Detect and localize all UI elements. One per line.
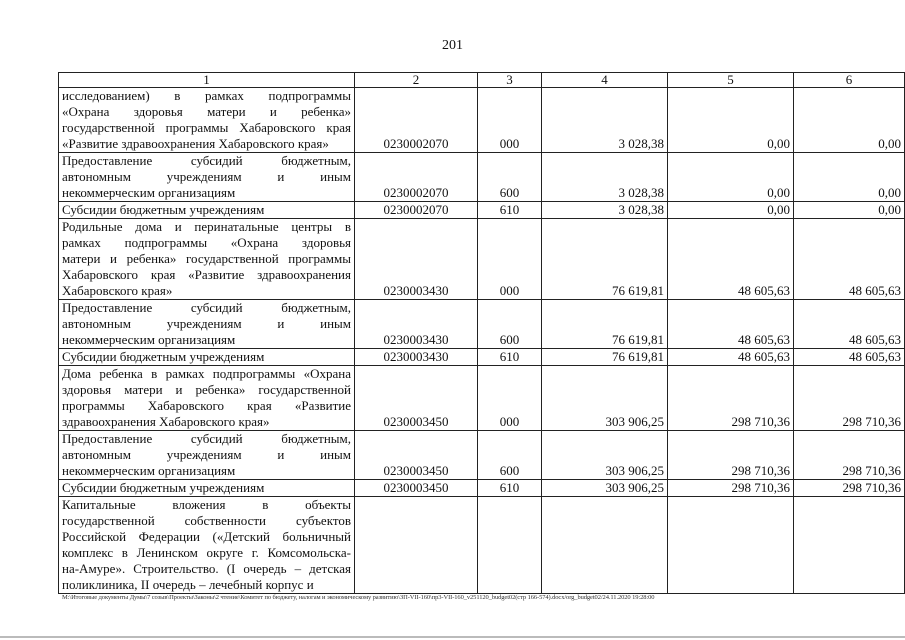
row-name-line: Предоставление субсидий бюджетным, (62, 153, 351, 168)
row-name-line: Российской Федерации («Детский больничный (62, 529, 351, 544)
table-row (59, 497, 905, 594)
row-value-2021-cell: 298 710,36 (668, 431, 794, 480)
row-name-line: некоммерческим организациям (62, 332, 236, 347)
header-cell: 3 (478, 73, 542, 88)
page-number: 201 (442, 38, 463, 53)
row-name-line: здоровья матери и ребенка» государственной (62, 382, 351, 397)
row-name-line: Субсидии бюджетным учреждениям (62, 480, 265, 495)
row-value-2020-cell: 3 028,38 (542, 88, 668, 153)
document-path-footer: M:\Итоговые документы Думы\7 созыв\Проекты\Законы\2 чтение\Комитет по бюджету, налогам и экономическому развитию\ЗП-VII-160\пр3-VII-160_v251120_budget02(стр 166-574).docx/org_budget02/24.11.2020 19:28:00 (62, 594, 655, 601)
row-name-cell (59, 349, 355, 366)
row-name-line: «Охрана здоровья матери и ребенка» (62, 104, 351, 119)
row-expense-type-cell: 000 (478, 88, 542, 153)
bottom-rule (0, 636, 905, 638)
table-row (59, 202, 905, 219)
row-value-2022-cell: 298 710,36 (794, 431, 905, 480)
table-row (59, 366, 905, 431)
row-name-line: государственной собственности субъектов (62, 513, 351, 528)
row-value-2020-cell: 3 028,38 (542, 153, 668, 202)
row-value-2022-cell: 0,00 (794, 202, 905, 219)
row-value-2021-cell (668, 497, 794, 594)
budget-table (58, 72, 905, 594)
row-name-cell (59, 219, 355, 300)
row-name-cell (59, 88, 355, 153)
row-value-2021-cell: 298 710,36 (668, 366, 794, 431)
row-name-cell (59, 480, 355, 497)
row-name-line: Предоставление субсидий бюджетным, (62, 300, 351, 315)
row-value-2021-cell: 0,00 (668, 153, 794, 202)
table-row (59, 88, 905, 153)
row-expense-type-cell: 600 (478, 300, 542, 349)
row-value-2020-cell: 303 906,25 (542, 480, 668, 497)
row-expense-type-cell: 000 (478, 219, 542, 300)
row-name-line: матери и ребенка» государственной программы (62, 251, 351, 266)
row-value-2022-cell: 48 605,63 (794, 349, 905, 366)
row-code-cell: 0230003450 (355, 366, 478, 431)
table-row (59, 153, 905, 202)
row-name-line: Дома ребенка в рамках подпрограммы «Охрана (62, 366, 351, 381)
row-expense-type-cell: 610 (478, 202, 542, 219)
row-value-2020-cell: 76 619,81 (542, 219, 668, 300)
row-value-2022-cell: 0,00 (794, 153, 905, 202)
table-row (59, 431, 905, 480)
table-header-row (59, 73, 905, 88)
row-value-2020-cell: 303 906,25 (542, 431, 668, 480)
row-name-line: Субсидии бюджетным учреждениям (62, 202, 265, 217)
row-name-line: на-Амуре». Строительство. (I очередь – детская (62, 561, 351, 576)
row-value-2021-cell: 298 710,36 (668, 480, 794, 497)
row-name-line: комплекс в Ленинском округе г. Комсомольска- (62, 545, 351, 560)
row-name-cell (59, 431, 355, 480)
row-name-line: исследованием) в рамках подпрограммы (62, 88, 351, 103)
row-value-2022-cell: 298 710,36 (794, 366, 905, 431)
row-expense-type-cell: 000 (478, 366, 542, 431)
row-code-cell: 0230002070 (355, 153, 478, 202)
header-cell: 1 (59, 73, 355, 88)
row-expense-type-cell: 610 (478, 349, 542, 366)
row-code-cell: 0230002070 (355, 202, 478, 219)
row-name-line: некоммерческим организациям (62, 463, 236, 478)
row-name-line: Хабаровского края» (62, 283, 173, 298)
row-name-cell (59, 366, 355, 431)
row-value-2022-cell: 48 605,63 (794, 300, 905, 349)
row-value-2022-cell (794, 497, 905, 594)
table-row (59, 219, 905, 300)
row-value-2022-cell: 48 605,63 (794, 219, 905, 300)
row-name-line: некоммерческим организациям (62, 185, 236, 200)
row-name-line: рамках подпрограммы «Охрана здоровья (62, 235, 351, 250)
row-name-cell (59, 202, 355, 219)
row-name-line: Родильные дома и перинатальные центры в (62, 219, 351, 234)
row-value-2022-cell: 298 710,36 (794, 480, 905, 497)
row-value-2021-cell: 48 605,63 (668, 349, 794, 366)
row-value-2020-cell (542, 497, 668, 594)
row-name-cell (59, 300, 355, 349)
row-value-2022-cell: 0,00 (794, 88, 905, 153)
header-cell: 6 (794, 73, 905, 88)
row-code-cell (355, 497, 478, 594)
table-row (59, 300, 905, 349)
row-name-cell (59, 153, 355, 202)
row-code-cell: 0230003430 (355, 219, 478, 300)
row-name-cell (59, 497, 355, 594)
row-code-cell: 0230003450 (355, 431, 478, 480)
row-name-line: «Развитие здравоохранения Хабаровского края» (62, 136, 329, 151)
row-value-2020-cell: 76 619,81 (542, 300, 668, 349)
row-name-line: здравоохранения Хабаровского края» (62, 414, 270, 429)
row-value-2021-cell: 0,00 (668, 88, 794, 153)
table-row (59, 480, 905, 497)
row-value-2021-cell: 48 605,63 (668, 219, 794, 300)
row-code-cell: 0230002070 (355, 88, 478, 153)
row-value-2020-cell: 303 906,25 (542, 366, 668, 431)
row-name-line: Предоставление субсидий бюджетным, (62, 431, 351, 446)
row-value-2020-cell: 76 619,81 (542, 349, 668, 366)
row-value-2021-cell: 48 605,63 (668, 300, 794, 349)
row-expense-type-cell (478, 497, 542, 594)
header-cell: 2 (355, 73, 478, 88)
row-name-line: программы Хабаровского края «Развитие (62, 398, 351, 413)
row-value-2020-cell: 3 028,38 (542, 202, 668, 219)
header-cell: 5 (668, 73, 794, 88)
row-name-line: автономным учреждениям и иным (62, 447, 351, 462)
row-name-line: автономным учреждениям и иным (62, 316, 351, 331)
row-name-line: государственной программы Хабаровского края (62, 120, 351, 135)
row-name-line: автономным учреждениям и иным (62, 169, 351, 184)
row-expense-type-cell: 610 (478, 480, 542, 497)
row-name-line: Капитальные вложения в объекты (62, 497, 351, 512)
row-name-line: поликлиника, II очередь – лечебный корпус и (62, 577, 314, 592)
row-value-2021-cell: 0,00 (668, 202, 794, 219)
row-name-line: Хабаровского края «Развитие здравоохранения (62, 267, 351, 282)
row-code-cell: 0230003430 (355, 349, 478, 366)
row-expense-type-cell: 600 (478, 153, 542, 202)
row-expense-type-cell: 600 (478, 431, 542, 480)
table-row (59, 349, 905, 366)
row-name-line: Субсидии бюджетным учреждениям (62, 349, 265, 364)
row-code-cell: 0230003430 (355, 300, 478, 349)
header-cell: 4 (542, 73, 668, 88)
row-code-cell: 0230003450 (355, 480, 478, 497)
